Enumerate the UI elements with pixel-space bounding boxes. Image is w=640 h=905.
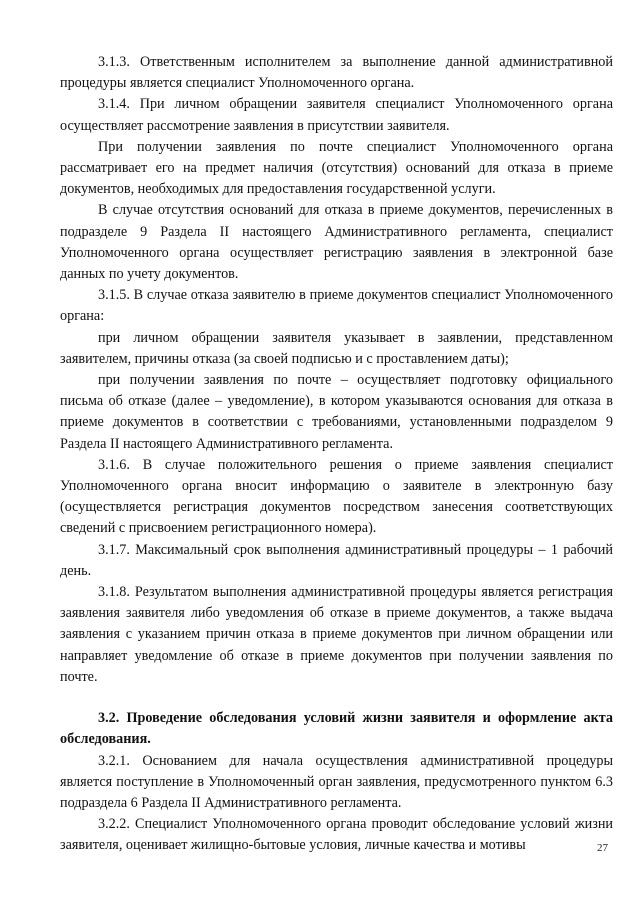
paragraph-3-1-8: 3.1.8. Результатом выполнения административной процедуры является регистрация заявления заявителя либо уведомления об отказе в приеме документов, а также выдача заявления с указанием причин отказа в приеме документов при личном обращении или направляет уведомление об отказе в приеме документов при получении заявления по почте. (60, 584, 613, 685)
document-page (60, 52, 613, 857)
paragraph-3-1-3: 3.1.3. Ответственным исполнителем за выполнение данной административной процедуры является специалист Уполномоченного органа. (60, 54, 613, 92)
paragraph-3-2-2: 3.2.2. Специалист Уполномоченного органа проводит обследование условий жизни заявителя, оценивает жилищно-бытовые условия, личные качества и мотивы (60, 816, 613, 854)
paragraph-3-2-1: 3.2.1. Основанием для начала осуществления административной процедуры является поступление в Уполномоченный орган заявления, предусмотренного пунктом 6.3 подраздела 6 Раздела II Административного регламента. (60, 752, 613, 811)
paragraph-registration: В случае отсутствия оснований для отказа в приеме документов, перечисленных в подразделе 9 Раздела II настоящего Административного регламента, специалист Уполномоченного органа осуществляет регистрацию заявления в электронной базе данных по учету документов. (60, 202, 613, 283)
paragraph-3-1-4: 3.1.4. При личном обращении заявителя специалист Уполномоченного органа осуществляет рассмотрение заявления в присутствии заявителя. (60, 96, 613, 134)
paragraph-3-1-7: 3.1.7. Максимальный срок выполнения административный процедуры – 1 рабочий день. (60, 541, 613, 579)
paragraph-3-1-6: 3.1.6. В случае положительного решения о приеме заявления специалист Уполномоченного органа вносит информацию о заявителе в электронную базу (осуществляется регистрация документов посредством занесения соответствующих сведений с присвоением регистрационного номера). (60, 456, 613, 537)
paragraph-mail-refusal: при получении заявления по почте – осуществляет подготовку официального письма об отказе (далее – уведомление), в котором указываются основания для отказа в приеме документов в соответствии с требованиями, установленными подразделом 9 Раздела II настоящего Административного регламента. (60, 372, 613, 452)
section-heading-3-2: 3.2. Проведение обследования условий жизни заявителя и оформление акта обследования. (60, 710, 613, 748)
paragraph-3-1-5: 3.1.5. В случае отказа заявителю в приеме документов специалист Уполномоченного органа: (60, 287, 613, 325)
paragraph-personal-refusal: при личном обращении заявителя указывает в заявлении, представленном заявителем, причины отказа (за своей подписью и с проставлением даты); (60, 329, 613, 367)
paragraph-mail-review: При получении заявления по почте специалист Уполномоченного органа рассматривает его на предмет наличия (отсутствия) оснований для отказа в приеме документов, необходимых для предоставления государственной услуги. (60, 138, 613, 198)
page-number: 27 (597, 842, 608, 854)
